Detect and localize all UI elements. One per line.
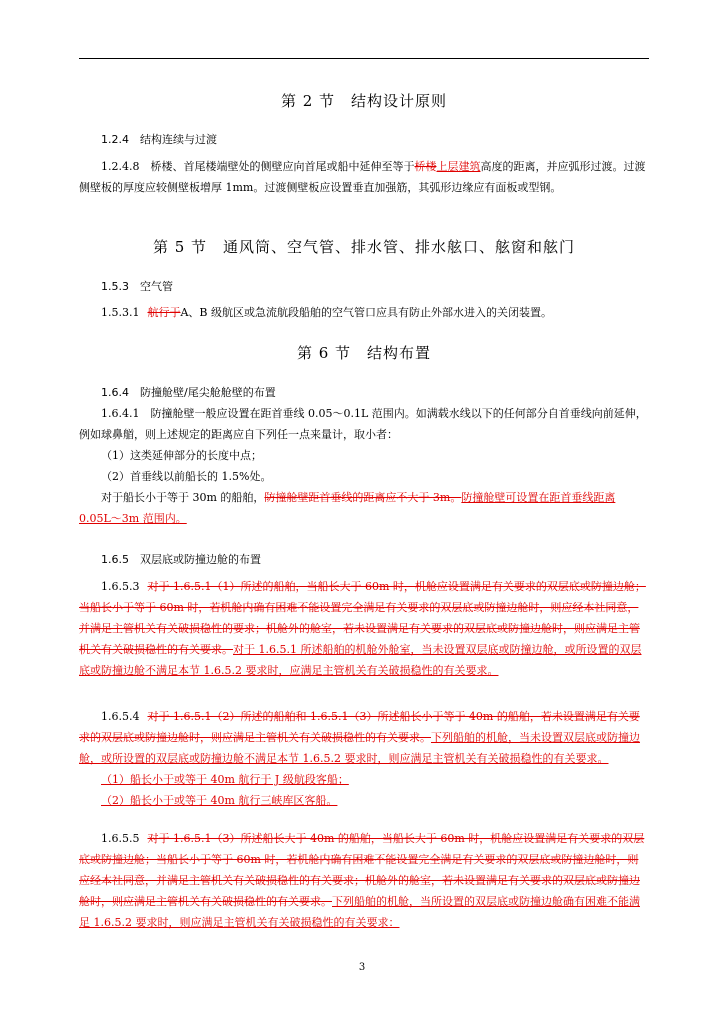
section-6-title: 第 6 节 结构布置 [296,344,432,362]
inserted-text: 下列船舶的机舱，当未设置双层底或防撞边舱，或所设置的双层底或防撞边舱不满足本节 1.6.5.2 要求时，则应满足主管机关有关破损稳性的有关要求。 [79,731,640,765]
deleted-text: 对于 1.6.5.1（1）所述的船舶，当船长大于 60m 时，机舱应设置满足有关要求的双层底或防撞边舱；当船长小于等于 60m 时，若机舱内确有困难不能设置完全满足有关要求的双层底或防撞边舱时，则应经本社同意，并满足主管机关有关破损稳性的要求；机舱外的舱室，若未设置满足有关要求的双层底或防撞边舱时，则应满足主管机关有关破损稳性的有关要求。 [79,580,646,656]
heading-1-6-5: 1.6.5 双层底或防撞边舱的布置 [101,553,261,566]
heading-1-5-3: 1.5.3 空气管 [101,280,173,293]
deleted-text: 对于 1.6.5.1（3）所述船长大于 40m 的船舶，当船长大于 60m 时，机舱应设置满足有关要求的双层底或防撞边舱；当船长小于等于 60m 时，若机舱内确有困难不能设置完全满足有关要求的双层底或防撞边舱时，则应经本社同意，并满足主管机关有关破损稳性的有关要求；机舱外的舱室，若未设置满足有关要求的双层底或防撞边舱时，则应满足主管机关有关破损稳性的有关要求。 [79,832,645,908]
deleted-text: 防撞舱壁距首垂线的距离应不大于 3m。 [264,491,462,504]
inserted-text: 下列船舶的机舱，当所设置的双层底或防撞边舱确有困难不能满足 1.6.5.2 要求时，则应满足主管机关有关破损稳性的有关要求： [79,895,640,929]
para-1-2-4-8: 1.2.4.8 桥楼、首尾楼端壁处的侧壁应向首尾或船中延伸至等于桥楼上层建筑高度的距离，并应弧形过渡。过渡侧壁板的厚度应较侧壁板增厚 1mm。过渡侧壁板应设置垂直加强筋，其弧形边缘应有面板或型钢。 [79,160,646,194]
list-item: （2）首垂线以前船长的 1.5%处。 [101,470,272,483]
deleted-text: 航行于 [147,306,181,319]
para-1-6-4-1: 1.6.4.1 防撞舱壁一般应设置在距首垂线 0.05～0.1L 范围内。如满载水线以下的任何部分自首垂线向前延伸，例如球鼻艏，则上述规定的距离应自下列任一点来量计，取小者： （1）这类延伸部分的长度中点； （2）首垂线以前船长的 1.5%处。 对于船长小于等于 30m 的船舶，防撞舱壁距首垂线的距离应不大于 3m。防撞舱壁可设置在距首垂线距离 0.05L～3m 范围内。 [79,403,649,529]
header-rule [79,58,649,59]
list-item: （2）船长小于或等于 40m 航行三峡库区客船。 [101,794,338,807]
page-number: 3 [358,962,366,973]
deleted-text: 对于 1.6.5.1（2）所述的船舶和 1.6.5.1（3）所述船长小于等于 40m 的船舶，若未设置满足有关要求的双层底或防撞边舱时，则应满足主管机关有关破损稳性的有关要求。 [79,710,640,744]
deleted-text: 桥楼 [414,160,437,173]
para-1-5-3-1: 1.5.3.1 航行于A、B 级航区或急流航段船舶的空气管口应具有防止外部水进入的关闭装置。 [101,306,553,319]
list-item: （1）这类延伸部分的长度中点； [101,449,262,462]
para-1-6-5-4: 1.6.5.4 对于 1.6.5.1（2）所述的船舶和 1.6.5.1（3）所述船长小于等于 40m 的船舶，若未设置满足有关要求的双层底或防撞边舱时，则应满足主管机关有关破损稳性的有关要求。下列船舶的机舱，当未设置双层底或防撞边舱，或所设置的双层底或防撞边舱不满足本节 1.6.5.2 要求时，则应满足主管机关有关破损稳性的有关要求。 （1）船长小于或等于 40m 航行于 J 级航段客船； （2）船长小于或等于 40m 航行三峡库区客船。 [79,710,640,807]
heading-1-6-4: 1.6.4 防撞舱壁/尾尖舱舱壁的布置 [101,386,276,399]
inserted-text: 对于 1.6.5.1 所述船舶的机舱外舱室，当未设置双层底或防撞边舱，或所设置的双层底或防撞边舱不满足本节 1.6.5.2 要求时，应满足主管机关有关破损稳性的有关要求。 [79,643,642,677]
section-5-title: 第 5 节 通风筒、空气管、排水管、排水舷口、舷窗和舷门 [152,238,576,256]
heading-1-2-4: 1.2.4 结构连续与过渡 [101,133,217,146]
inserted-text: 上层建筑 [436,160,481,173]
section-2-title: 第 2 节 结构设计原则 [280,92,448,110]
para-1-6-5-3: 1.6.5.3 对于 1.6.5.1（1）所述的船舶，当船长大于 60m 时，机舱应设置满足有关要求的双层底或防撞边舱；当船长小于等于 60m 时，若机舱内确有困难不能设置完全满足有关要求的双层底或防撞边舱时，则应经本社同意，并满足主管机关有关破损稳性的要求；机舱外的舱室，若未设置满足有关要求的双层底或防撞边舱时，则应满足主管机关有关破损稳性的有关要求。对于 1.6.5.1 所述船舶的机舱外舱室，当未设置双层底或防撞边舱，或所设置的双层底或防撞边舱不满足本节 1.6.5.2 要求时，应满足主管机关有关破损稳性的有关要求。 [79,580,646,677]
list-item: （1）船长小于或等于 40m 航行于 J 级航段客船； [101,773,349,786]
para-1-6-5-5: 1.6.5.5 对于 1.6.5.1（3）所述船长大于 40m 的船舶，当船长大于 60m 时，机舱应设置满足有关要求的双层底或防撞边舱；当船长小于等于 60m 时，若机舱内确有困难不能设置完全满足有关要求的双层底或防撞边舱时，则应经本社同意，并满足主管机关有关破损稳性的有关要求；机舱外的舱室，若未设置满足有关要求的双层底或防撞边舱时，则应满足主管机关有关破损稳性的有关要求。下列船舶的机舱，当所设置的双层底或防撞边舱确有困难不能满足 1.6.5.2 要求时，则应满足主管机关有关破损稳性的有关要求： [79,832,645,929]
inserted-text: 防撞舱壁可设置在距首垂线距离 0.05L～3m 范围内。 [79,491,616,525]
